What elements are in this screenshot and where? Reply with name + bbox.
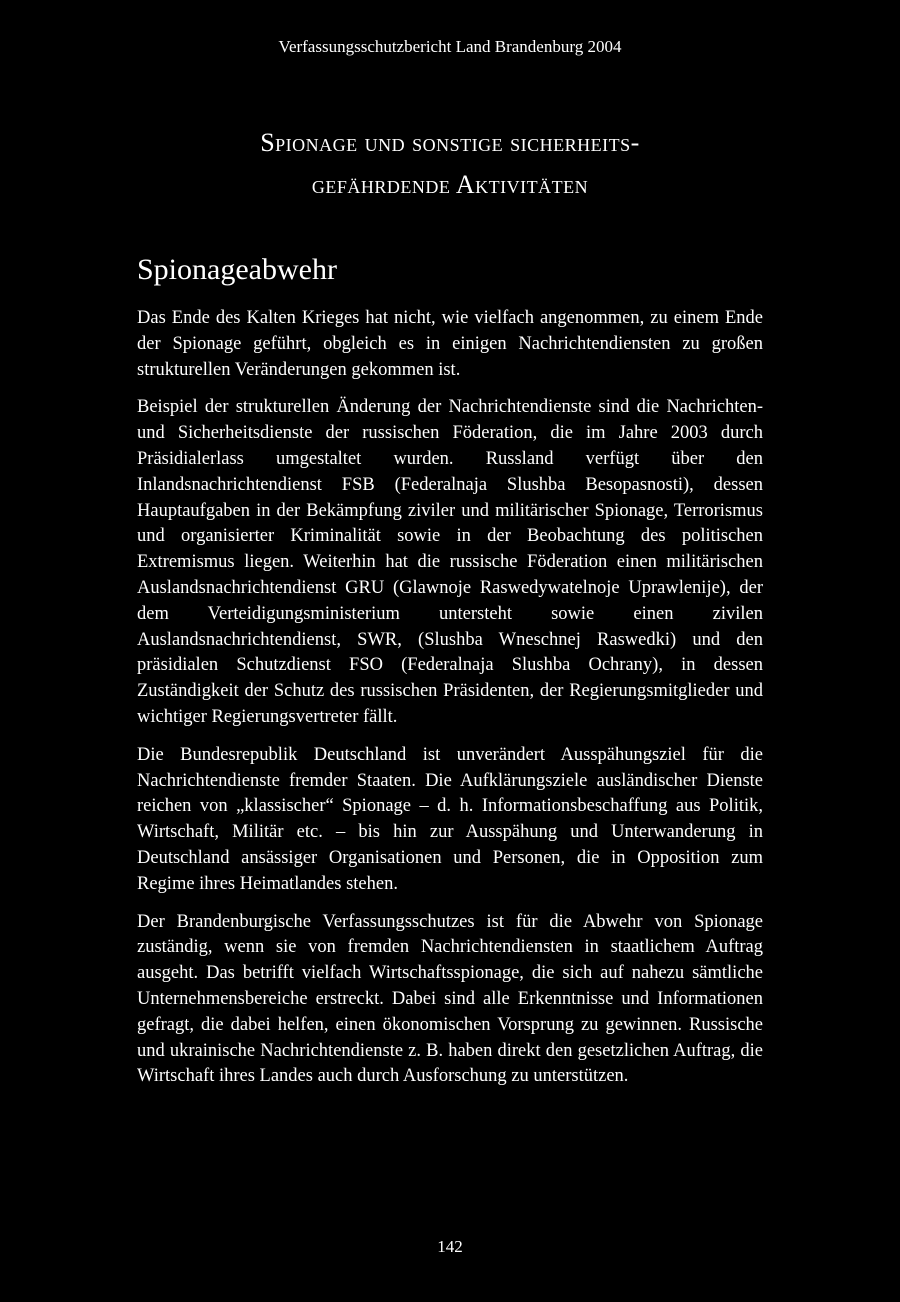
chapter-title-line-2: gefährdende Aktivitäten bbox=[311, 170, 589, 199]
paragraph-russian-services: Beispiel der strukturellen Änderung der Nachrichtendienste sind die Nachrichten- und Sicherheitsdienste der russischen Föderation, die im Jahre 2003 durch Präsidialerlass umgestaltet wurden. Russland verfügt über den Inlandsnachrichtendienst FSB (Federalnaja Slushba Besopasnosti), dessen Hauptaufgaben in der Bekämpfung ziviler und militärischer Spionage, Terrorismus und organisierter Kriminalität sowie in der Beobachtung des politischen Extremismus liegen. Weiterhin hat die russische Föderation einen militärischen Auslandsnachrichtendienst GRU (Glawnoje Raswedywatelnoje Uprawlenije), der dem Verteidigungsministerium untersteht sowie einen zivilen Auslandsnachrichtendienst, SWR, (Slushba Wneschnej Raswedki) und den präsidialen Schutzdienst FSO (Federalnaja Slushba Ochrany), in dessen Zuständigkeit der Schutz des russischen Präsidenten, der Regierungsmitglieder und wichtiger Regierungsvertreter fällt. bbox=[137, 397, 763, 727]
paragraph-espionage-targets: Die Bundesrepublik Deutschland ist unverändert Ausspähungsziel für die Nachrichtendienste fremder Staaten. Die Aufklärungsziele ausländischer Dienste reichen von „klassischer“ Spionage – d. h. Informationsbeschaffung aus Politik, Wirtschaft, Militär etc. – bis hin zur Ausspähung und Unterwanderung in Deutschland ansässiger Organisationen und Personen, die in Opposition zum Regime ihres Heimatlandes stehen. bbox=[137, 744, 763, 894]
body-text bbox=[137, 306, 763, 1102]
section-title: Spionageabwehr bbox=[137, 253, 337, 286]
paragraph-brandenburg-defense: Der Brandenburgische Verfassungsschutzes ist für die Abwehr von Spionage zuständig, wenn sie von fremden Nachrichtendiensten in staatlichem Auftrag ausgeht. Das betrifft vielfach Wirtschaftsspionage, die sich auf nahezu sämtliche Unternehmensbereiche erstreckt. Dabei sind alle Erkenntnisse und Informationen gefragt, die dabei helfen, einen ökonomischen Vorsprung zu gewinnen. Russische und ukrainische Nachrichtendienste z. B. haben direkt den gesetzlichen Auftrag, die Wirtschaft ihres Landes auch durch Ausforschung zu unterstützen. bbox=[137, 911, 763, 1087]
page-number: 142 bbox=[437, 1237, 463, 1256]
chapter-title-line-1: Spionage und sonstige sicherheits- bbox=[260, 128, 640, 157]
chapter-title bbox=[0, 122, 900, 206]
paragraph-intro: Das Ende des Kalten Krieges hat nicht, wie vielfach angenommen, zu einem Ende der Spionage geführt, obgleich es in einigen Nachrichtendiensten zu großen strukturellen Veränderungen gekommen ist. bbox=[137, 308, 763, 380]
running-header: Verfassungsschutzbericht Land Brandenburg 2004 bbox=[278, 37, 622, 56]
